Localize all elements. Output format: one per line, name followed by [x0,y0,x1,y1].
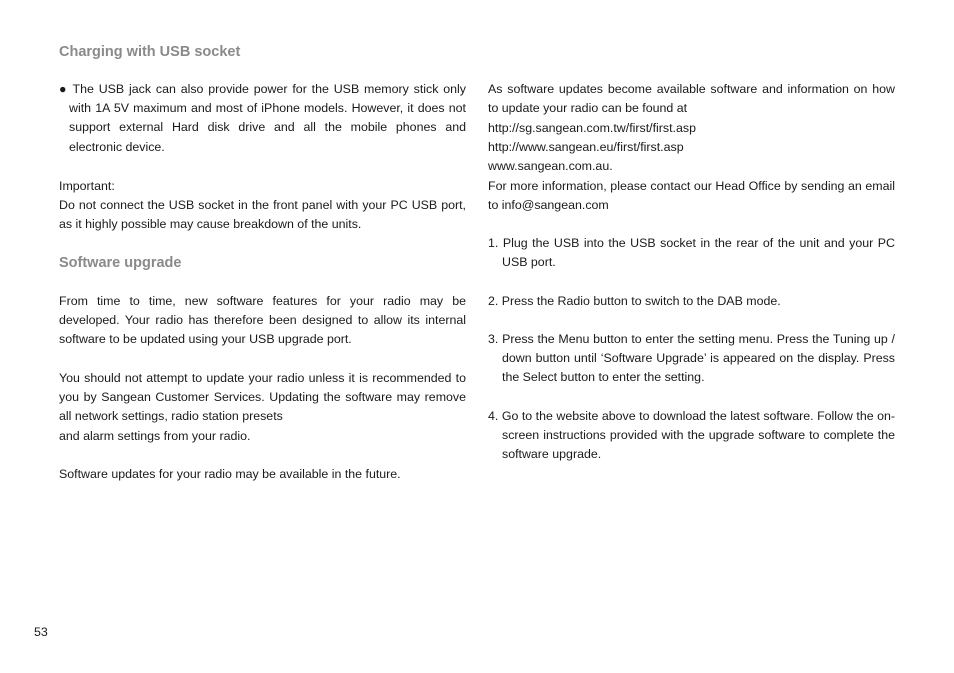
software-intro-paragraph: From time to time, new software features for your radio may be developed. Your radio has therefore been designed to allow its internal software to be updated using your USB upgrade port. [59,294,466,347]
step-1: 1. Plug the USB into the USB socket in the rear of the unit and your PC USB port. [488,236,895,270]
update-warning-paragraph-end: and alarm settings from your radio. [59,429,251,443]
section-heading-software-upgrade: Software upgrade [59,255,182,271]
page-number: 53 [34,625,48,639]
url-sangean-au[interactable]: www.sangean.com.au. [488,159,613,173]
important-warning-text: Do not connect the USB socket in the front panel with your PC USB port, as it highly possible may cause breakdown of the units. [59,198,466,232]
step-4: 4. Go to the website above to download the latest software. Follow the on-screen instructions provided with the upgrade software to complete the software upgrade. [488,409,895,462]
section-heading-usb-charging: Charging with USB socket [59,44,241,60]
url-sangean-tw[interactable]: http://sg.sangean.com.tw/first/first.asp [488,121,696,135]
step-3: 3. Press the Menu button to enter the setting menu. Press the Tuning up / down button until ‘Software Upgrade’ is appeared on the display. Press the Select button to enter the setting. [488,332,895,385]
important-label: Important: [59,179,115,193]
future-updates-paragraph: Software updates for your radio may be available in the future. [59,467,401,481]
contact-text: For more information, please contact our Head Office by sending an email to info@sangean.com [488,179,895,213]
update-warning-paragraph: You should not attempt to update your radio unless it is recommended to you by Sangean Customer Services. Updating the software may remove all network settings, radio station presets [59,371,466,424]
updates-availability-text: As software updates become available software and information on how to update your radio can be found at [488,82,895,116]
step-2: 2. Press the Radio button to switch to the DAB mode. [488,294,781,308]
url-sangean-eu[interactable]: http://www.sangean.eu/first/first.asp [488,140,684,154]
usb-power-bullet: ● The USB jack can also provide power for the USB memory stick only with 1A 5V maximum and most of iPhone models. However, it does not support external Hard disk drive and all the mobile phones and electronic device. [59,82,466,154]
